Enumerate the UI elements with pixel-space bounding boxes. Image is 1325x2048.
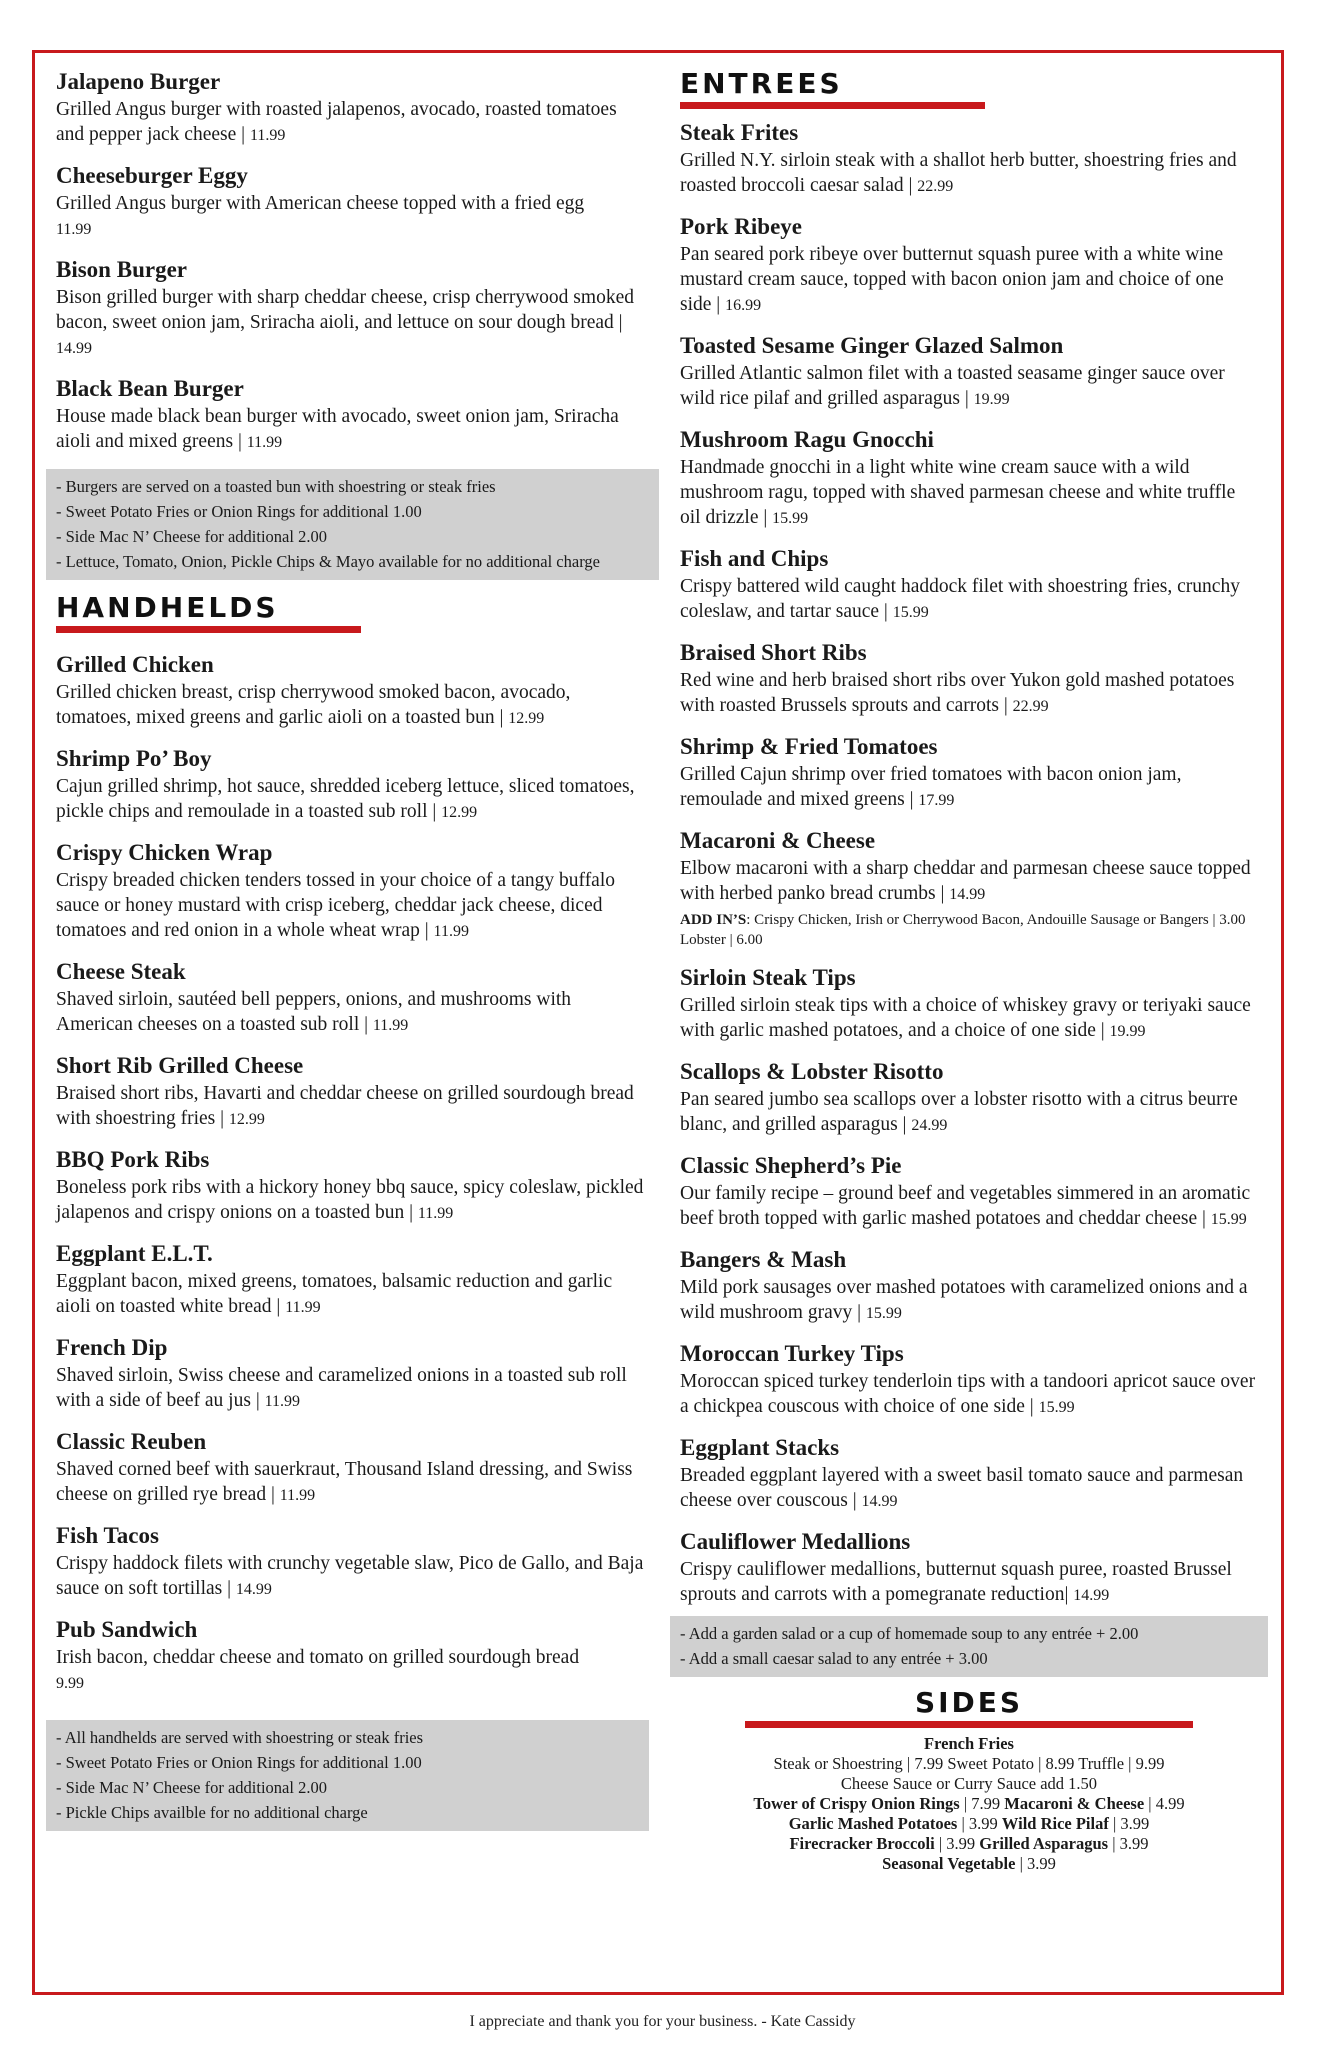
item-description: Grilled Angus burger with roasted jalapenos, avocado, roasted tomatoes and pepper jack cheese | 11.99 bbox=[56, 99, 617, 145]
item-description: Shaved sirloin, sautéed bell peppers, onions, and mushrooms with American cheeses on a toasted sub roll | 11.99 bbox=[56, 989, 572, 1035]
side-name: Garlic Mashed Potatoes bbox=[788, 1814, 958, 1833]
item-description: Grilled sirloin steak tips with a choice of whiskey gravy or teriyaki sauce with garlic mashed potatoes, and a choice of one side | 19.99 bbox=[680, 995, 1251, 1041]
menu-item bbox=[56, 1240, 649, 1320]
side-price: | 7.99 bbox=[959, 1794, 1005, 1813]
menu-item bbox=[56, 839, 649, 944]
sides-line bbox=[680, 1854, 1258, 1874]
item-description: House made black bean burger with avocado, sweet onion jam, Sriracha aioli and mixed greens | 11.99 bbox=[56, 406, 619, 452]
item-description: Grilled N.Y. sirloin steak with a shallot herb butter, shoestring fries and roasted broccoli caesar salad | 22.99 bbox=[680, 150, 1237, 196]
burgers-list bbox=[56, 68, 649, 455]
side-name: Wild Rice Pilaf bbox=[1001, 1814, 1109, 1833]
item-description: Shaved sirloin, Swiss cheese and caramelized onions in a toasted sub roll with a side of beef au jus | 11.99 bbox=[56, 1365, 627, 1411]
item-price: 9.99 bbox=[56, 1675, 84, 1692]
add-ins-label: ADD IN’S bbox=[680, 912, 747, 928]
item-description: Cajun grilled shrimp, hot sauce, shredded iceberg lettuce, sliced tomatoes, pickle chips and remoulade in a toasted sub roll | 12.99 bbox=[56, 776, 635, 822]
item-name: Toasted Sesame Ginger Glazed Salmon bbox=[680, 333, 1064, 358]
side-name: Grilled Asparagus bbox=[979, 1834, 1109, 1853]
menu-item bbox=[680, 1434, 1258, 1514]
item-name: Cauliflower Medallions bbox=[680, 1529, 911, 1554]
sides-line bbox=[680, 1814, 1258, 1834]
item-description: Moroccan spiced turkey tenderloin tips with a tandoori apricot sauce over a chickpea couscous with choice of one side | 15.99 bbox=[680, 1371, 1256, 1417]
section-rule bbox=[56, 626, 361, 633]
item-description: Crispy haddock filets with crunchy vegetable slaw, Pico de Gallo, and Baja sauce on soft tortillas | 14.99 bbox=[56, 1553, 644, 1599]
sides-line: Steak or Shoestring | 7.99 Sweet Potato | 8.99 Truffle | 9.99 bbox=[773, 1754, 1165, 1773]
note-line: - Sweet Potato Fries or Onion Rings for additional 1.00 bbox=[56, 1753, 422, 1772]
item-name: Moroccan Turkey Tips bbox=[680, 1341, 904, 1366]
item-price: 14.99 bbox=[235, 1581, 272, 1598]
note-line: - Side Mac N’ Cheese for additional 2.00 bbox=[56, 527, 327, 546]
item-price: 15.99 bbox=[1038, 1399, 1075, 1416]
item-name: Pub Sandwich bbox=[56, 1617, 198, 1642]
menu-item bbox=[680, 964, 1258, 1044]
item-price: 14.99 bbox=[949, 886, 986, 903]
item-description: Handmade gnocchi in a light white wine cream sauce with a wild mushroom ragu, topped with shaved parmesan cheese and white truffle oil drizzle | 15.99 bbox=[680, 457, 1236, 528]
section-title: ENTREES bbox=[680, 67, 843, 100]
menu-item bbox=[680, 1058, 1258, 1138]
section-rule bbox=[680, 102, 985, 109]
section-title: HANDHELDS bbox=[56, 591, 279, 624]
item-price: 15.99 bbox=[892, 604, 929, 621]
menu-item bbox=[680, 1528, 1258, 1608]
menu-item bbox=[680, 827, 1258, 950]
handheld-notes bbox=[46, 1720, 649, 1831]
item-price: 15.99 bbox=[772, 510, 809, 527]
item-price: 14.99 bbox=[1073, 1587, 1110, 1604]
menu-item bbox=[56, 651, 649, 731]
menu-item bbox=[680, 545, 1258, 625]
add-ins-text: : Crispy Chicken, Irish or Cherrywood Bacon, Andouille Sausage or Bangers | 3.00 Lobster | 6.00 bbox=[680, 912, 1246, 948]
item-description: Eggplant bacon, mixed greens, tomatoes, balsamic reduction and garlic aioli on toasted white bread | 11.99 bbox=[56, 1271, 613, 1317]
note-line: - All handhelds are served with shoestring or steak fries bbox=[56, 1728, 424, 1747]
item-price: 11.99 bbox=[264, 1393, 301, 1410]
item-price: 11.99 bbox=[417, 1205, 454, 1222]
item-description: Red wine and herb braised short ribs over Yukon gold mashed potatoes with roasted Brussels sprouts and carrots | 22.99 bbox=[680, 670, 1235, 716]
item-name: Black Bean Burger bbox=[56, 376, 244, 401]
entrees-list bbox=[680, 119, 1258, 1608]
item-description: Breaded eggplant layered with a sweet basil tomato sauce and parmesan cheese over couscous | 14.99 bbox=[680, 1465, 1244, 1511]
item-description: Our family recipe – ground beef and vegetables simmered in an aromatic beef broth topped with garlic mashed potatoes and cheddar cheese | 15.99 bbox=[680, 1183, 1251, 1229]
item-name: Cheese Steak bbox=[56, 959, 186, 984]
item-description: Grilled Cajun shrimp over fried tomatoes with bacon onion jam, remoulade and mixed greens | 17.99 bbox=[680, 764, 1182, 810]
sides-line bbox=[680, 1794, 1258, 1814]
item-name: Cheeseburger Eggy bbox=[56, 163, 248, 188]
item-name: Jalapeno Burger bbox=[56, 69, 221, 94]
note-line: - Lettuce, Tomato, Onion, Pickle Chips & Mayo available for no additional charge bbox=[56, 552, 600, 571]
side-price: | 3.99 bbox=[1015, 1854, 1056, 1873]
menu-item bbox=[56, 1146, 649, 1226]
item-price: 12.99 bbox=[228, 1111, 265, 1128]
menu-item bbox=[56, 68, 649, 148]
side-name: Seasonal Vegetable bbox=[882, 1854, 1016, 1873]
entree-notes bbox=[670, 1616, 1268, 1677]
menu-item bbox=[680, 426, 1258, 531]
item-price: 11.99 bbox=[249, 127, 286, 144]
item-price: 11.99 bbox=[285, 1299, 321, 1316]
item-name: French Dip bbox=[56, 1335, 168, 1360]
item-price: 11.99 bbox=[246, 434, 283, 451]
menu-item bbox=[56, 1616, 649, 1696]
menu-item bbox=[56, 958, 649, 1038]
item-description: Shaved corned beef with sauerkraut, Thousand Island dressing, and Swiss cheese on grilled rye bread | 11.99 bbox=[56, 1459, 633, 1505]
item-price: 11.99 bbox=[372, 1017, 409, 1034]
menu-item bbox=[680, 639, 1258, 719]
right-column bbox=[680, 68, 1258, 1874]
note-line: - Add a garden salad or a cup of homemade soup to any entrée + 2.00 bbox=[680, 1624, 1139, 1643]
item-name: Steak Frites bbox=[680, 120, 799, 145]
burger-notes bbox=[46, 469, 659, 580]
item-name: BBQ Pork Ribs bbox=[56, 1147, 210, 1172]
item-price: 22.99 bbox=[1012, 698, 1049, 715]
side-price: | 3.99 bbox=[957, 1814, 1002, 1833]
item-name: Classic Reuben bbox=[56, 1429, 207, 1454]
item-price: 12.99 bbox=[441, 804, 478, 821]
item-description: Pan seared jumbo sea scallops over a lobster risotto with a citrus beurre blanc, and grilled asparagus | 24.99 bbox=[680, 1089, 1238, 1135]
item-name: Shrimp & Fried Tomatoes bbox=[680, 734, 938, 759]
item-description: Boneless pork ribs with a hickory honey bbq sauce, spicy coleslaw, pickled jalapenos and crispy onions on a toasted bun | 11.99 bbox=[56, 1177, 644, 1223]
item-name: Sirloin Steak Tips bbox=[680, 965, 856, 990]
item-description: Mild pork sausages over mashed potatoes with caramelized onions and a wild mushroom gravy | 15.99 bbox=[680, 1277, 1248, 1323]
menu-item bbox=[56, 375, 649, 455]
menu-item bbox=[56, 1334, 649, 1414]
item-name: Classic Shepherd’s Pie bbox=[680, 1153, 902, 1178]
item-description: Pan seared pork ribeye over butternut squash puree with a white wine mustard cream sauce, topped with bacon onion jam and choice of one side | 16.99 bbox=[680, 244, 1224, 315]
side-price: | 3.99 bbox=[1108, 1814, 1150, 1833]
item-name: Braised Short Ribs bbox=[680, 640, 867, 665]
section-rule bbox=[745, 1721, 1193, 1728]
sides-line bbox=[680, 1834, 1258, 1854]
item-name: Crispy Chicken Wrap bbox=[56, 840, 273, 865]
item-description: Grilled chicken breast, crisp cherrywood smoked bacon, avocado, tomatoes, mixed greens and garlic aioli on a toasted bun | 12.99 bbox=[56, 682, 571, 728]
item-name: Pork Ribeye bbox=[680, 214, 803, 239]
item-name: Eggplant E.L.T. bbox=[56, 1241, 213, 1266]
menu-item bbox=[680, 733, 1258, 813]
item-name: Mushroom Ragu Gnocchi bbox=[680, 427, 934, 452]
side-price: | 3.99 bbox=[1108, 1834, 1149, 1853]
side-name: French Fries bbox=[924, 1734, 1014, 1753]
item-price: 16.99 bbox=[725, 297, 762, 314]
note-line: - Sweet Potato Fries or Onion Rings for additional 1.00 bbox=[56, 502, 422, 521]
handhelds-list bbox=[56, 651, 649, 1696]
item-price: 22.99 bbox=[917, 178, 954, 195]
item-name: Shrimp Po’ Boy bbox=[56, 746, 212, 771]
item-price: 19.99 bbox=[1109, 1023, 1146, 1040]
menu-item bbox=[56, 162, 649, 242]
item-name: Fish Tacos bbox=[56, 1523, 159, 1548]
item-name: Grilled Chicken bbox=[56, 652, 214, 677]
menu-item bbox=[680, 1152, 1258, 1232]
section-title: SIDES bbox=[914, 1686, 1024, 1719]
side-price: | 3.99 bbox=[934, 1834, 980, 1853]
sides-line bbox=[680, 1734, 1258, 1754]
item-price: 24.99 bbox=[911, 1117, 948, 1134]
menu-item bbox=[680, 119, 1258, 199]
note-line: - Pickle Chips availble for no additional charge bbox=[56, 1803, 368, 1822]
note-line: - Side Mac N’ Cheese for additional 2.00 bbox=[56, 1778, 327, 1797]
item-name: Bangers & Mash bbox=[680, 1247, 847, 1272]
left-column bbox=[56, 68, 649, 1843]
add-ins bbox=[680, 910, 1258, 950]
item-name: Scallops & Lobster Risotto bbox=[680, 1059, 944, 1084]
sides-line: Cheese Sauce or Curry Sauce add 1.50 bbox=[840, 1774, 1098, 1793]
menu-item bbox=[680, 1340, 1258, 1420]
item-price: 14.99 bbox=[56, 340, 92, 357]
menu-item bbox=[56, 1522, 649, 1602]
side-name: Macaroni & Cheese bbox=[1004, 1794, 1145, 1813]
item-description: Grilled Angus burger with American cheese topped with a fried egg 11.99 bbox=[56, 193, 585, 238]
item-name: Short Rib Grilled Cheese bbox=[56, 1053, 304, 1078]
side-price: | 4.99 bbox=[1144, 1794, 1185, 1813]
item-description: Irish bacon, cheddar cheese and tomato on grilled sourdough bread 9.99 bbox=[56, 1647, 580, 1692]
item-name: Eggplant Stacks bbox=[680, 1435, 840, 1460]
menu-item bbox=[680, 1246, 1258, 1326]
menu-item bbox=[56, 1052, 649, 1132]
handhelds-header bbox=[56, 592, 361, 633]
item-description: Elbow macaroni with a sharp cheddar and parmesan cheese sauce topped with herbed panko bread crumbs | 14.99 bbox=[680, 858, 1251, 904]
item-price: 11.99 bbox=[279, 1487, 316, 1504]
entrees-header bbox=[680, 68, 985, 109]
side-name: Firecracker Broccoli bbox=[789, 1834, 935, 1853]
note-line: - Add a small caesar salad to any entrée + 3.00 bbox=[680, 1649, 988, 1668]
menu-item bbox=[56, 745, 649, 825]
item-description: Braised short ribs, Havarti and cheddar cheese on grilled sourdough bread with shoestring fries | 12.99 bbox=[56, 1083, 634, 1129]
item-price: 14.99 bbox=[861, 1493, 898, 1510]
item-name: Bison Burger bbox=[56, 257, 187, 282]
item-description: Crispy breaded chicken tenders tossed in your choice of a tangy buffalo sauce or honey mustard with crisp iceberg, cheddar jack cheese, diced tomatoes and red onion in a whole wheat wrap | 11.99 bbox=[56, 870, 616, 941]
menu-item bbox=[680, 213, 1258, 318]
sides-header bbox=[745, 1687, 1193, 1728]
item-price: 11.99 bbox=[433, 923, 469, 940]
sides-list bbox=[680, 1734, 1258, 1874]
item-price: 19.99 bbox=[973, 391, 1010, 408]
menu-item bbox=[680, 332, 1258, 412]
item-description: Crispy battered wild caught haddock filet with shoestring fries, crunchy coleslaw, and tartar sauce | 15.99 bbox=[680, 576, 1240, 622]
footer-thanks: I appreciate and thank you for your business. - Kate Cassidy bbox=[469, 2013, 856, 2030]
menu-item bbox=[56, 1428, 649, 1508]
item-name: Fish and Chips bbox=[680, 546, 829, 571]
item-price: 12.99 bbox=[508, 710, 545, 727]
item-description: Crispy cauliflower medallions, butternut squash puree, roasted Brussel sprouts and carrots with a pomegranate reduction| 14.99 bbox=[680, 1559, 1232, 1605]
note-line: - Burgers are served on a toasted bun with shoestring or steak fries bbox=[56, 477, 496, 496]
menu-item bbox=[56, 256, 649, 361]
item-price: 15.99 bbox=[1210, 1211, 1247, 1228]
item-description: Grilled Atlantic salmon filet with a toasted seasame ginger sauce over wild rice pilaf and grilled asparagus | 19.99 bbox=[680, 363, 1225, 409]
item-price: 11.99 bbox=[56, 221, 92, 238]
item-name: Macaroni & Cheese bbox=[680, 828, 876, 853]
item-price: 17.99 bbox=[918, 792, 955, 809]
side-name: Tower of Crispy Onion Rings bbox=[753, 1794, 960, 1813]
item-price: 15.99 bbox=[865, 1305, 902, 1322]
item-description: Bison grilled burger with sharp cheddar cheese, crisp cherrywood smoked bacon, sweet onion jam, Sriracha aioli, and lettuce on sour dough bread | 14.99 bbox=[56, 287, 634, 357]
